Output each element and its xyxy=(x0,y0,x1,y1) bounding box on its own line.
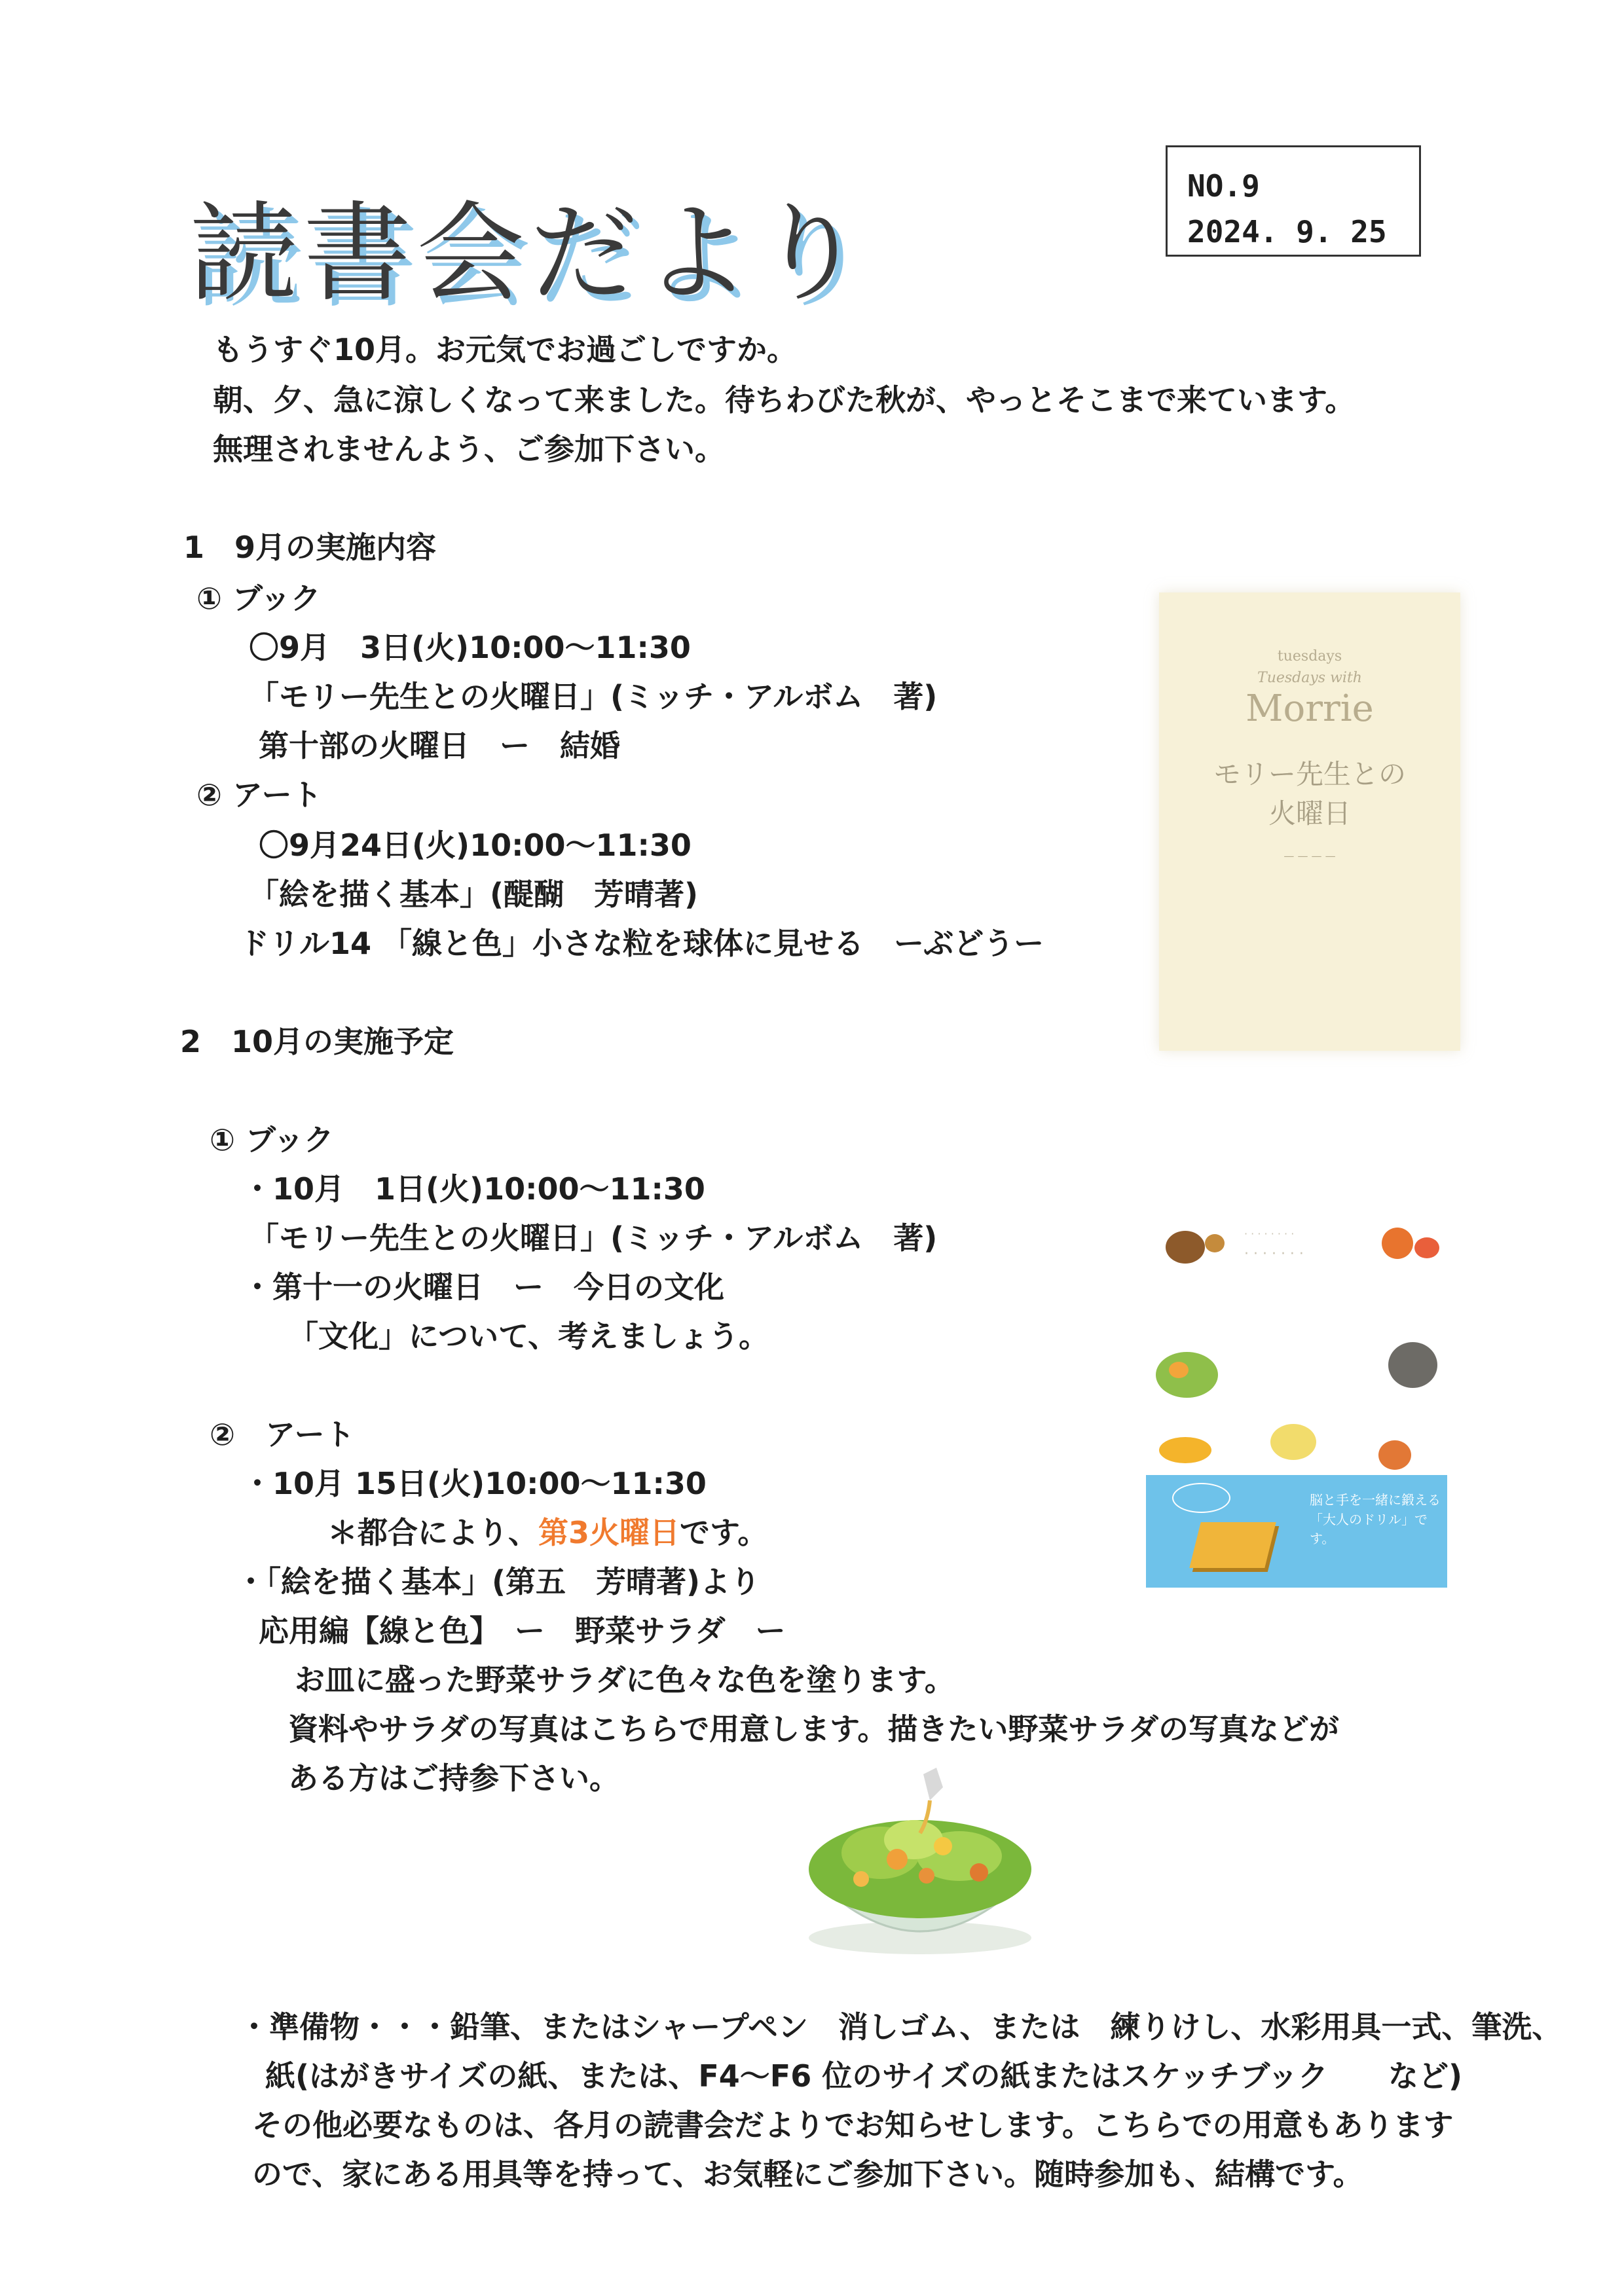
section2-art-desc-3: ある方はご持参下さい。 xyxy=(288,1760,619,1796)
section2-book-label: ① ブック xyxy=(210,1122,334,1157)
cover2-faint-text-2: · · · · · · · xyxy=(1244,1246,1304,1262)
carrot-illustration xyxy=(1169,1362,1189,1378)
note-highlight: 第3火曜日 xyxy=(538,1515,680,1550)
note-suffix: です。 xyxy=(680,1515,768,1550)
section1-book-label: ① ブック xyxy=(196,581,321,616)
section2-book-datetime: ・10月 1日(火)10:00～11:30 xyxy=(242,1171,705,1207)
footer-line-4: ので、家にある用具等を持って、お気軽にご参加下さい。随時参加も、結構です。 xyxy=(252,2157,1363,2192)
issue-number: NO.9 xyxy=(1187,168,1260,204)
section1-book-datetime: 〇9月 3日(火)10:00～11:30 xyxy=(249,630,691,665)
salad-photo xyxy=(783,1761,1058,1958)
section1-book-chapter: 第十部の火曜日 ー 結婚 xyxy=(259,728,620,763)
intro-line-2: 朝、夕、急に涼しくなって来ました。待ちわびた秋が、やっとそこまで来ています。 xyxy=(213,382,1356,418)
speech-bubble-illustration xyxy=(1172,1483,1230,1513)
section2-art-label: ② アート xyxy=(210,1417,355,1452)
cover1-title-jp-1: モリー先生との xyxy=(1213,758,1406,790)
nut-illustration xyxy=(1205,1234,1225,1252)
salad-illustration xyxy=(1156,1352,1218,1398)
cover1-subtitle: Tuesdays with xyxy=(1257,670,1362,686)
section2-art-desc-2: 資料やサラダの写真はこちらで用意します。描きたい野菜サラダの写真などが xyxy=(288,1711,1339,1747)
footer-line-2: 紙(はがきサイズの紙、または、F4～F6 位のサイズの紙またはスケッチブック など) xyxy=(265,2058,1463,2094)
issue-info-box xyxy=(1166,145,1421,257)
flower-vase-illustration xyxy=(1270,1424,1316,1460)
section1-art-datetime: 〇9月24日(火)10:00～11:30 xyxy=(259,828,692,863)
grapes-illustration xyxy=(1166,1231,1205,1264)
section2-art-datetime: ・10月 15日(火)10:00～11:30 xyxy=(242,1466,707,1501)
cover2-band-text-2: 「大人のドリル」です。 xyxy=(1310,1512,1428,1546)
cat-illustration xyxy=(1388,1342,1437,1388)
footer-line-1: ・準備物・・・鉛筆、またはシャープペン 消しゴム、または 練りけし、水彩用具一式、筆洗、 xyxy=(239,2009,1562,2045)
cover1-title-jp-2: 火曜日 xyxy=(1268,797,1351,829)
section2-book-chapter: ・第十一の火曜日 ー 今日の文化 xyxy=(242,1269,724,1305)
persimmon-illustration xyxy=(1382,1228,1413,1259)
section2-book-note: 「文化」について、考えましょう。 xyxy=(288,1319,769,1354)
cover1-title-en: Morrie xyxy=(1246,687,1374,730)
intro-line-1: もうすぐ10月。お元気でお過ごしですか。 xyxy=(213,332,798,367)
cover2-faint-text-1: · · · · · · · · xyxy=(1244,1228,1295,1240)
page-title: 読書会だより xyxy=(190,191,870,316)
note-prefix: ＊都合により、 xyxy=(327,1515,538,1550)
section2-heading: 2 10月の実施予定 xyxy=(180,1024,454,1059)
cover1-small-text: tuesdays xyxy=(1277,648,1342,665)
section1-art-drill: ドリル14 「線と色」小さな粒を球体に見せる ーぶどうー xyxy=(239,926,1044,961)
cover2-band-text-1: 脳と手を一緒に鍛える xyxy=(1310,1492,1441,1508)
section1-art-title: 「絵を描く基本」(醍醐 芳晴著) xyxy=(249,877,699,912)
section2-book-title: 「モリー先生との火曜日」(ミッチ・アルボム 著) xyxy=(249,1220,938,1256)
lemon-illustration xyxy=(1159,1437,1211,1463)
book-cover-drawing-basics xyxy=(1146,1214,1447,1588)
section1-book-title: 「モリー先生との火曜日」(ミッチ・アルボム 著) xyxy=(249,679,938,714)
fruit-illustration xyxy=(1414,1237,1439,1258)
section1-art-label: ② アート xyxy=(196,777,322,812)
footer-line-3: その他必要なものは、各月の読書会だよりでお知らせします。こちらでの用意もあります xyxy=(252,2107,1454,2143)
section2-art-topic: 応用編【線と色】 ー 野菜サラダ ー xyxy=(259,1613,786,1649)
section2-art-desc-1: お皿に盛った野菜サラダに色々な色を塗ります。 xyxy=(295,1662,955,1698)
cover1-author-line: — — — — xyxy=(1283,850,1336,862)
section1-heading: 1 9月の実施内容 xyxy=(183,530,437,565)
book-cover-morrie xyxy=(1159,592,1460,1051)
section2-art-note xyxy=(327,1509,767,1552)
apple-illustration xyxy=(1378,1440,1411,1470)
book-illustration xyxy=(1189,1522,1276,1568)
issue-date: 2024. 9. 25 xyxy=(1187,214,1387,249)
intro-line-3: 無理されませんよう、ご参加下さい。 xyxy=(213,431,725,467)
section2-art-textbook: ・「絵を描く基本」(第五 芳晴著)より xyxy=(236,1564,761,1599)
